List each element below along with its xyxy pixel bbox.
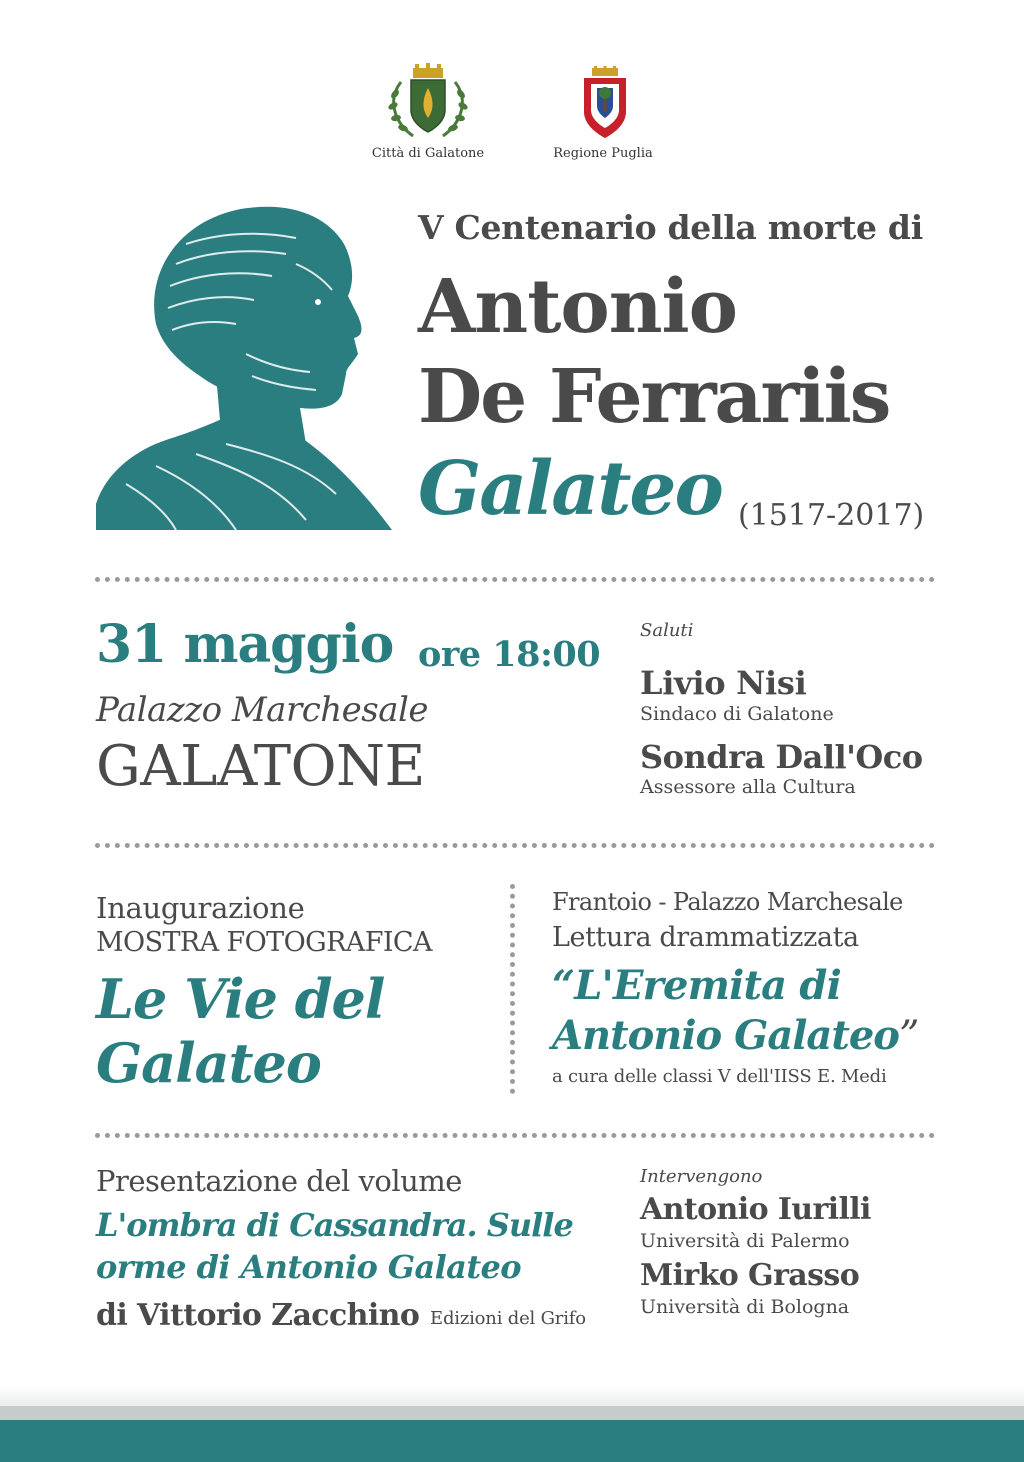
vertical-divider bbox=[510, 884, 515, 1094]
galatone-coat-of-arms-icon bbox=[383, 62, 473, 142]
logo-puglia bbox=[580, 66, 630, 140]
greeting-name-1: Livio Nisi bbox=[640, 664, 807, 702]
name-line-galateo: Galateo bbox=[418, 446, 722, 532]
speaker-name-2: Mirko Grasso bbox=[640, 1258, 860, 1293]
speaker-affiliation-1: Università di Palermo bbox=[640, 1230, 850, 1252]
book-publisher: Edizioni del Grifo bbox=[430, 1308, 586, 1329]
reading-title-line1: “L'Eremita di bbox=[552, 962, 841, 1009]
reading-line2: Lettura drammatizzata bbox=[552, 922, 859, 953]
centenary-subtitle: V Centenario della morte di bbox=[418, 208, 923, 247]
reading-title-text: Antonio Galateo bbox=[552, 1012, 899, 1059]
reading-line1: Frantoio - Palazzo Marchesale bbox=[552, 888, 903, 916]
name-line-de-ferrariis: De Ferrariis bbox=[418, 354, 890, 440]
speaker-name-1: Antonio Iurilli bbox=[640, 1192, 871, 1227]
speakers-label: Intervengono bbox=[640, 1166, 763, 1187]
book-title-line1: L'ombra di Cassandra. Sulle bbox=[96, 1206, 573, 1244]
divider-1 bbox=[95, 577, 935, 582]
divider-2 bbox=[95, 843, 935, 848]
reading-credit: a cura delle classi V dell'IISS E. Medi bbox=[552, 1066, 887, 1087]
book-intro: Presentazione del volume bbox=[96, 1164, 462, 1198]
reading-title-line2 bbox=[552, 1010, 918, 1062]
speaker-affiliation-2: Università di Bologna bbox=[640, 1296, 850, 1318]
event-date: 31 maggio bbox=[96, 614, 394, 675]
event-city: GALATONE bbox=[96, 734, 425, 799]
name-line-antonio: Antonio bbox=[418, 264, 738, 350]
event-time: ore 18:00 bbox=[418, 634, 601, 675]
event-venue: Palazzo Marchesale bbox=[96, 690, 428, 730]
book-author: di Vittorio Zacchino bbox=[96, 1298, 420, 1333]
exhibition-line1: Inaugurazione bbox=[96, 891, 305, 925]
exhibition-title-line1: Le Vie del bbox=[96, 967, 385, 1031]
footer-band-grey bbox=[0, 1406, 1024, 1420]
footer-band-teal bbox=[0, 1420, 1024, 1462]
logo-caption-puglia: Regione Puglia bbox=[553, 146, 653, 161]
logo-caption-galatone: Città di Galatone bbox=[371, 146, 485, 161]
puglia-coat-of-arms-icon bbox=[580, 66, 630, 140]
logo-galatone bbox=[383, 62, 473, 142]
greeting-role-1: Sindaco di Galatone bbox=[640, 703, 834, 725]
galateo-profile-portrait bbox=[96, 204, 392, 530]
years-range: (1517-2017) bbox=[738, 498, 925, 533]
greetings-label: Saluti bbox=[640, 620, 694, 641]
book-title-line2: orme di Antonio Galateo bbox=[96, 1248, 521, 1286]
exhibition-title-line2: Galateo bbox=[96, 1031, 321, 1095]
reading-close-quote: ” bbox=[898, 1013, 919, 1059]
greeting-role-2: Assessore alla Cultura bbox=[640, 776, 856, 798]
greeting-name-2: Sondra Dall'Oco bbox=[640, 738, 923, 776]
exhibition-line2: MOSTRA FOTOGRAFICA bbox=[96, 927, 432, 958]
divider-3 bbox=[95, 1133, 935, 1138]
